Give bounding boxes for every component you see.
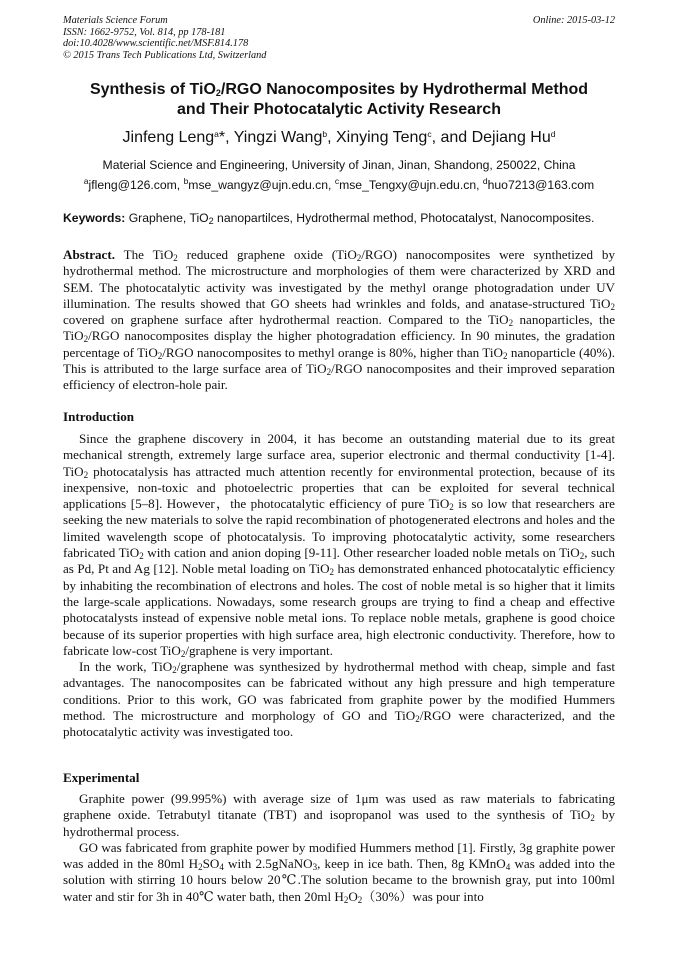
author-emails: $^a$jfleng@126.com, $^b$mse_wangyz@ujn.edu.cn, $^c$mse_Tengxy@ujn.edu.cn, $^d$huo7213@163.com xyxy=(83,176,595,192)
journal-name: Materials Science Forum xyxy=(63,15,168,26)
copyright-line: © 2015 Trans Tech Publications Ltd, Switzerland xyxy=(63,49,267,61)
paragraph: Since the graphene discovery in 2004, it has become an outstanding material due to its great mechanical strength, extremely large surface area, superior electronic and thermal conductivity [1-4]. TiO$_2$ photocatalysis has attracted much attention recently for environmental protection, because of its inexpensive, non-toxic and photoelectric properties that can be exploited for several technical applications [5–8]. However，the photocatalytic efficiency of pure TiO$_2$ is so low that researchers are seeking the new materials to solve the rapid recombination of photogenerated electrons and holes and the limited wavelength scope of photocatalysis. To improving photocatalytic activity, some researchers fabricated TiO$_2$ with cation and anion doping [9-11]. Other researcher loaded noble metals on TiO$_2$, such as Pd, Pt and Ag [12]. Noble metal loading on TiO$_2$ has demonstrated enhanced photocatalytic efficiency by inhabiting the recombination of electrons and holes. The cost of noble metal is so higher that it limits the large-scale applications. Nowadays, some research groups are trying to find a cheap and effective photocatalysts instead of expensive noble metal ions. To replace noble metals, graphene is good choice because of its superior properties with high surface area, high electronic conductivity. Therefore, how to fabricate low-cost TiO$_2$/graphene is very important. xyxy=(63,431,615,659)
paragraph: In the work, TiO$_2$/graphene was synthesized by hydrothermal method with cheap, simple and fast advantages. The nanocomposites can be fabricated without any high pressure and high temperature conditions. Prior to this work, GO was fabricated from graphite power by the modified Hummers method. The microstructure and morphology of GO and TiO$_2$/RGO were characterized, and the photocatalytic activity was investigated too. xyxy=(63,659,615,740)
introduction-body xyxy=(63,431,615,741)
author: Xinying Teng xyxy=(335,129,428,146)
paragraph: GO was fabricated from graphite power by modified Hummers method [1]. Firstly, 3g graphite power was added in the 80ml $H_2SO_4$ with 2.5gNaNO$_3$, keep in ice bath. Then, 8g KMnO$_4$ was added into the solution with stirring 10 hours below 20℃.The solution became to the brownish gray, put into 100ml water and stir for 3h in 40℃ water bath, then 20ml $H_2O_2(30\%)was$ pour into xyxy=(63,839,615,905)
author: Yingzi Wang xyxy=(233,129,323,146)
email-link: huo7213@163.com xyxy=(487,178,595,192)
doi-line: doi:10.4028/www.scientific.net/MSF.814.178 xyxy=(63,38,249,50)
email-link: mse_wangyz@ujn.edu.cn, xyxy=(188,178,335,192)
experimental-heading: Experimental xyxy=(63,770,140,785)
author-list: Jinfeng Leng$^a$*, Yingzi Wang$^b$, Xinying Teng$^c$, and Dejiang Hu$^d$ xyxy=(122,129,556,146)
author: Jinfeng Leng xyxy=(122,129,215,146)
abstract: Abstract. The TiO$_2$ reduced graphene oxide (TiO$_2$/RGO) nanocomposites were synthetized by hydrothermal method. The microstructure and morphologies of them were characterized by XRD and SEM. The photocatalytic activity was investigated by the methyl orange photogradation under UV illumination. The results showed that GO sheets had wrinkles and folds, and anatase-structured TiO$_2$ covered on graphene surface after hydrothermal reaction. Compared to the TiO$_2$ nanoparticles, the TiO$_2$/RGO nanocomposites display the higher photogradation efficiency. In 90 minutes, the gradation percentage of TiO$_2$/RGO nanocomposites to methyl orange is 80%, higher than TiO$_2$ nanoparticle (40%). This is attributed to the large surface area of TiO$_2$/RGO nanocomposites and their improved separation efficiency of electron-hole pair. xyxy=(63,247,616,393)
author: Dejiang Hu xyxy=(471,129,551,146)
journal-header xyxy=(63,15,615,61)
email-link: jfleng@126.com, xyxy=(88,178,184,192)
online-date: Online: 2015-03-12 xyxy=(532,15,615,26)
issn-line: ISSN: 1662-9752, Vol. 814, pp 178-181 xyxy=(63,26,226,38)
email-link: mse_Tengxy@ujn.edu.cn, xyxy=(339,178,483,192)
paragraph: Graphite power (99.995%) with average size of 1μm was used as raw materials to fabricating graphene oxide. Tetrabutyl titanate (TBT) and isopropanol was used to the synthesis of TiO$_2$ by hydrothermal process. xyxy=(63,791,615,839)
affiliation: Material Science and Engineering, University of Jinan, Jinan, Shandong, 250022, China xyxy=(102,158,576,172)
introduction-heading: Introduction xyxy=(63,409,135,424)
keywords: Keywords: Graphene, TiO$_2$ nanopartilces, Hydrothermal method, Photocatalyst, Nanocomposites. xyxy=(63,211,595,226)
experimental-body xyxy=(63,791,615,905)
paper-title: Synthesis of TiO$_2$/RGO Nanocomposites by Hydrothermal Method and Their Photocatalytic Activity Research xyxy=(89,81,589,118)
